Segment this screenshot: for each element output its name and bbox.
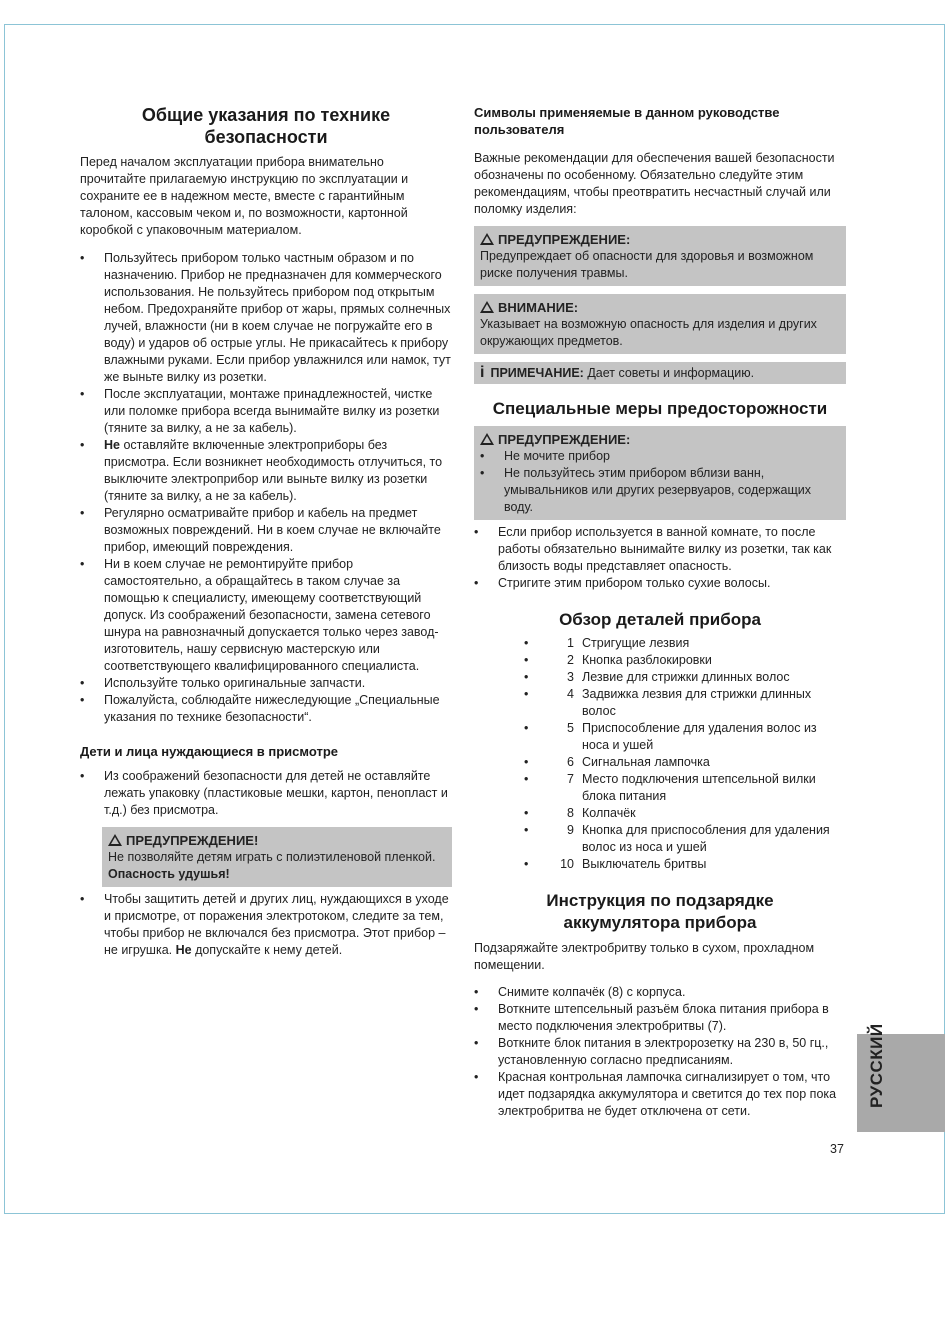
list-item: • Красная контрольная лампочка сигнализирует о том, что идет подзарядка аккумулятора и светится до тех пор пока электробритва не будет отключена от сети.	[474, 1069, 846, 1120]
part-item: • 6 Сигнальная лампочка	[524, 754, 846, 771]
part-item: • 2 Кнопка разблокировки	[524, 652, 846, 669]
children-list-2	[80, 891, 452, 959]
children-warning-box	[102, 827, 452, 887]
list-item: • Ни в коем случае не ремонтируйте прибор самостоятельно, а обращайтесь в таком случае за помощью к специалисту, имеющему соответствующий допуск. Из соображений безопасности, замена сетевого шнура на равнозначный допускается только через завод-изготовитель, нашу сервисную мастерскую или соответствующего квалифицированного специалиста.	[80, 556, 452, 675]
part-item: • 9 Кнопка для приспособления для удаления волос из носа и ушей	[524, 822, 846, 856]
list-item: • Не пользуйтесь этим прибором вблизи ванн, умывальников или других резервуаров, содержащих воду.	[480, 465, 840, 516]
info-icon: i	[480, 364, 485, 381]
list-item: • После эксплуатации, монтаже принадлежностей, чистке или поломке прибора всегда вынимайте вилку из розетки (тяните за вилку, а не за кабель).	[80, 386, 452, 437]
special-warning-box: ПРЕДУПРЕЖДЕНИЕ: • Не мочите прибор • Не пользуйтесь этим прибором вблизи ванн, умывальников или других резервуаров, содержащих воду.	[474, 426, 846, 520]
intro-paragraph: Перед началом эксплуатации прибора внимательно прочитайте прилагаемую инструкцию по эксплуатации и сохраните ее в надежном месте, вместе с гарантийным талоном, кассовым чеком и, по возможности, картонной коробкой с упаковочным материалом.	[80, 155, 409, 237]
caution-description: Указывает на возможную опасность для изделия и других окружающих предметов.	[480, 317, 817, 348]
list-item: • Не мочите прибор	[480, 448, 840, 465]
children-list	[80, 768, 452, 819]
part-item: • 7 Место подключения штепсельной вилки блока питания	[524, 771, 846, 805]
left-column	[80, 104, 452, 959]
list-item: • Чтобы защитить детей и других лиц, нуждающихся в уходе и присмотре, от поражения электротоком, следите за тем, чтобы прибор не включался без присмотра. Этот прибор – не игрушка. Не допускайте к нему детей.	[80, 891, 452, 959]
part-item: • 1 Стригущие лезвия	[524, 635, 846, 652]
list-item: • Пользуйтесь прибором только частным образом и по назначению. Прибор не предназначен для коммерческого использования. Не пользуйтесь прибором под открытым небом. Предохраняйте прибор от жары, прямых солнечных лучей, влажности (ни в коем случае не погружайте его в воду) и ударов об острые углы. Не прикасайтесь к прибору влажными руками. Если прибор увлажнился или намок, тут же выньте вилку из розетки.	[80, 250, 452, 386]
warning-title: ПРЕДУПРЕЖДЕНИЕ!	[126, 833, 259, 848]
part-item: • 5 Приспособление для удаления волос из носа и ушей	[524, 720, 846, 754]
parts-list	[524, 635, 846, 873]
list-item: • Снимите колпачёк (8) с корпуса.	[474, 984, 846, 1001]
symbols-title: Символы применяемые в данном руководстве пользователя	[474, 105, 780, 137]
warning-text: Не позволяйте детям играть с полиэтиленовой пленкой. Опасность удушья!	[108, 850, 436, 881]
warning-triangle-icon	[108, 834, 122, 846]
charging-paragraph: Подзаряжайте электробритву только в сухом, прохладном помещении.	[474, 941, 815, 972]
list-item: • Из соображений безопасности для детей не оставляйте лежать упаковку (пластиковые мешки, картон, пенопласт и т.д.) без присмотра.	[80, 768, 452, 819]
part-item: • 3 Лезвие для стрижки длинных волос	[524, 669, 846, 686]
safety-list	[80, 250, 452, 726]
warning-description: Предупреждает об опасности для здоровья и возможном риске получения травмы.	[480, 249, 814, 280]
special-list	[474, 524, 846, 592]
list-item: • Если прибор используется в ванной комнате, то после работы обязательно вынимайте вилку из розетки, так как близость воды представляет опасность.	[474, 524, 846, 575]
list-item: • Воткните блок питания в электророзетку на 230 в, 50 гц., установленную согласно предписаниям.	[474, 1035, 846, 1069]
general-safety-title: Общие указания по технике безопасности	[141, 105, 391, 147]
part-item: • 4 Задвижка лезвия для стрижки длинных волос	[524, 686, 846, 720]
note-symbol-box: i ПРИМЕЧАНИЕ: Дает советы и информацию.	[474, 362, 846, 384]
list-item: • Пожалуйста, соблюдайте нижеследующие „Специальные указания по технике безопасности“.	[80, 692, 452, 726]
part-item: • 10 Выключатель бритвы	[524, 856, 846, 873]
list-item: • Воткните штепсельный разъём блока питания прибора в место подключения электробритвы (7).	[474, 1001, 846, 1035]
list-item: • Используйте только оригинальные запчасти.	[80, 675, 452, 692]
language-tab-label: РУССКИЙ	[867, 1023, 886, 1108]
language-tab	[857, 1023, 945, 1132]
list-item: • Не оставляйте включенные электроприборы без присмотра. Если возникнет необходимость отлучиться, то выключите электроприбор или выньте вилку из розетки (тяните за вилку, а не за кабель).	[80, 437, 452, 505]
special-warning-list	[480, 448, 840, 516]
list-item: • Регулярно осматривайте прибор и кабель на предмет возможных повреждений. Ни в коем случае не включайте прибор, имеющий повреждения.	[80, 505, 452, 556]
warning-triangle-icon	[480, 433, 494, 445]
symbols-paragraph: Важные рекомендации для обеспечения вашей безопасности обозначены по особенному. Обязательно следуйте этим рекомендациям, чтобы преотвратить несчастный случай или поломку изделия:	[474, 151, 835, 216]
children-section-title: Дети и лица нуждающиеся в присмотре	[80, 744, 339, 759]
warning-symbol-box: ПРЕДУПРЕЖДЕНИЕ: Предупреждает об опасности для здоровья и возможном риске получения травмы.	[474, 226, 846, 286]
caution-symbol-box: ВНИМАНИЕ: Указывает на возможную опасность для изделия и других окружающих предметов.	[474, 294, 846, 354]
caution-triangle-icon	[480, 301, 494, 313]
special-precautions-title: Специальные меры предосторожности	[492, 399, 828, 418]
part-item: • 8 Колпачёк	[524, 805, 846, 822]
charging-title: Инструкция по подзарядке аккумулятора прибора	[546, 891, 774, 932]
page-number: 37	[830, 1142, 844, 1156]
right-column	[474, 104, 846, 1120]
list-item: • Стригите этим прибором только сухие волосы.	[474, 575, 846, 592]
charging-list	[474, 984, 846, 1120]
warning-triangle-icon	[480, 233, 494, 245]
parts-overview-title: Обзор деталей прибора	[559, 610, 761, 629]
